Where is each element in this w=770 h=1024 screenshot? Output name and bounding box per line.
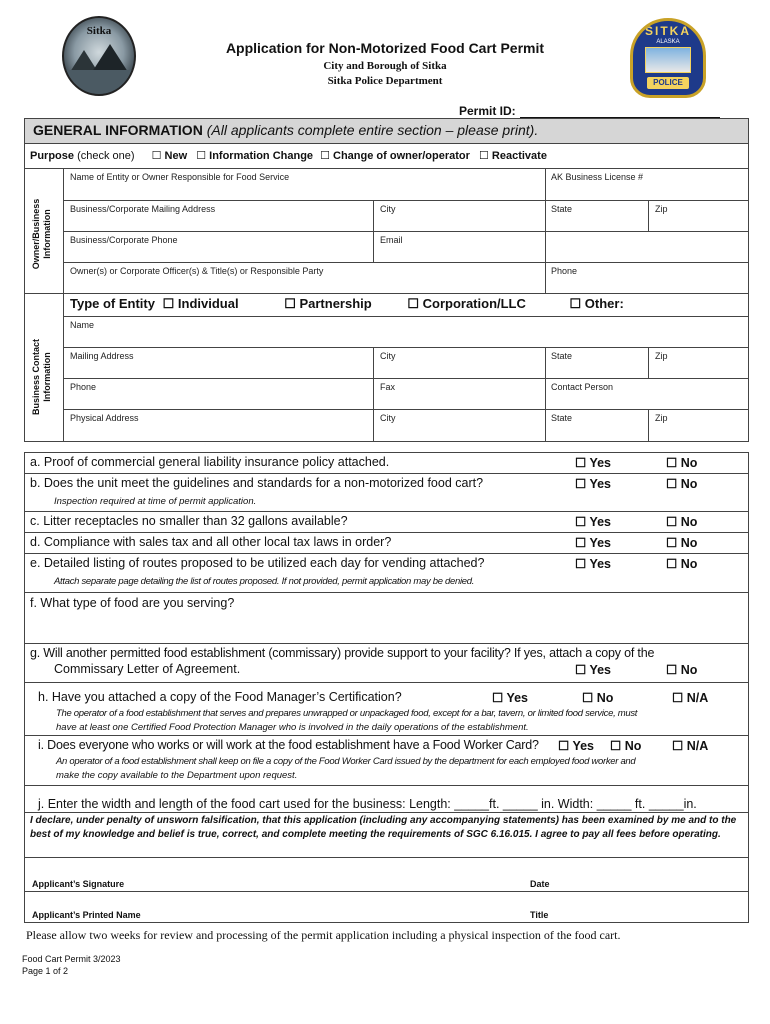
purpose-change-owner-checkbox[interactable]: ☐ Change of owner/operator bbox=[320, 150, 470, 162]
question-h: h. Have you attached a copy of the Food Manager’s Certification? bbox=[38, 690, 402, 704]
form-title: Application for Non-Motorized Food Cart Permit bbox=[225, 40, 545, 56]
question-d: d. Compliance with sales tax and all other local tax laws in order? bbox=[30, 535, 392, 549]
question-h-na-checkbox[interactable]: ☐ N/A bbox=[672, 691, 709, 705]
question-i-na-checkbox[interactable]: ☐ N/A bbox=[672, 739, 709, 753]
badge-top-text: SITKA bbox=[645, 24, 691, 38]
gi-bold: GENERAL INFORMATION bbox=[33, 122, 203, 138]
entity-partnership-checkbox[interactable]: ☐ Partnership bbox=[284, 296, 372, 311]
contact-mailing-field[interactable]: Mailing Address bbox=[70, 351, 134, 361]
question-j: j. Enter the width and length of the food cart used for the business: Length: _____ft. _____ in. Width: _____ ft. _____in. bbox=[38, 797, 697, 811]
subtitle-department: Sitka Police Department bbox=[327, 75, 443, 87]
question-g: g. Will another permitted food establishment (commissary) provide support to your facility? If yes, attach a copy of the bbox=[30, 646, 655, 660]
title-label: Title bbox=[530, 910, 549, 920]
business-city-field[interactable]: City bbox=[380, 204, 396, 214]
declaration-text: I declare, under penalty of unsworn falsification, that this application (including any accompanying statements) has been examined by me and to the best of my knowledge and belief is true, correct, and complete meeting the requirements of SGC 6.16.015. I agree to pay all fees before operating. bbox=[30, 815, 737, 840]
question-a-no-checkbox[interactable]: ☐ No bbox=[666, 456, 698, 470]
officers-field[interactable]: Owner(s) or Corporate Officer(s) & Title(s) or Responsible Party bbox=[70, 266, 324, 276]
food-type-input[interactable] bbox=[60, 614, 740, 640]
question-e-no-checkbox[interactable]: ☐ No bbox=[666, 557, 698, 571]
question-g-no-checkbox[interactable]: ☐ No bbox=[666, 663, 698, 677]
purpose-row bbox=[30, 149, 547, 162]
question-f: f. What type of food are you serving? bbox=[30, 596, 235, 610]
question-i-note-2: make the copy available to the Department upon request. bbox=[56, 770, 298, 781]
contact-fax-field[interactable]: Fax bbox=[380, 382, 396, 392]
entity-name-field[interactable]: Name of Entity or Owner Responsible for Food Service bbox=[70, 172, 290, 182]
question-i: i. Does everyone who works or will work at the food establishment have a Food Worker Card? bbox=[38, 738, 539, 752]
permit-id-field[interactable] bbox=[459, 104, 720, 118]
contact-name-field[interactable]: Name bbox=[70, 320, 95, 330]
title-input[interactable] bbox=[565, 897, 740, 921]
question-g-yes-checkbox[interactable]: ☐ Yes bbox=[575, 663, 612, 677]
contact-section-label: Business Contact Information bbox=[31, 338, 52, 416]
question-b: b. Does the unit meet the guidelines and standards for a non-motorized food cart? bbox=[30, 476, 484, 490]
applicant-signature-label: Applicant’s Signature bbox=[32, 879, 125, 889]
physical-state-field[interactable]: State bbox=[551, 413, 573, 423]
question-e-note: Attach separate page detailing the list of routes proposed. If not provided, permit application may be denied. bbox=[54, 576, 475, 587]
question-a: a. Proof of commercial general liability insurance policy attached. bbox=[30, 455, 390, 469]
question-c-no-checkbox[interactable]: ☐ No bbox=[666, 515, 698, 529]
contact-zip-field[interactable]: Zip bbox=[655, 351, 668, 361]
question-i-no-checkbox[interactable]: ☐ No bbox=[610, 739, 642, 753]
question-c: c. Litter receptacles no smaller than 32 gallons available? bbox=[30, 514, 348, 528]
business-state-field[interactable]: State bbox=[551, 204, 573, 214]
badge-sub-text: ALASKA bbox=[656, 39, 680, 45]
gi-italic: (All applicants complete entire section – please print). bbox=[202, 122, 539, 138]
business-zip-field[interactable]: Zip bbox=[655, 204, 668, 214]
question-c-yes-checkbox[interactable]: ☐ Yes bbox=[575, 515, 612, 529]
subtitle-city: City and Borough of Sitka bbox=[323, 60, 447, 72]
ak-license-field[interactable]: AK Business License # bbox=[551, 172, 644, 182]
purpose-new-checkbox[interactable]: ☐ New bbox=[151, 150, 188, 162]
seal-text: Sitka bbox=[86, 25, 112, 37]
page-number: Page 1 of 2 bbox=[22, 966, 69, 976]
signature-input[interactable] bbox=[180, 866, 510, 890]
question-h-note-1: The operator of a food establishment that serves and prepares unwrapped or unpackaged food, except for a bar, tavern, or limited food service, must bbox=[56, 708, 638, 719]
date-input[interactable] bbox=[565, 866, 740, 890]
question-d-no-checkbox[interactable]: ☐ No bbox=[666, 536, 698, 550]
question-h-yes-checkbox[interactable]: ☐ Yes bbox=[492, 691, 529, 705]
applicant-printed-name-label: Applicant’s Printed Name bbox=[32, 910, 141, 920]
question-b-note: Inspection required at time of permit application. bbox=[54, 496, 257, 507]
physical-zip-field[interactable]: Zip bbox=[655, 413, 668, 423]
question-a-yes-checkbox[interactable]: ☐ Yes bbox=[575, 456, 612, 470]
question-h-note-2: have at least one Certified Food Protection Manager who is involved in the daily operations of the establishment. bbox=[56, 722, 529, 733]
purpose-info-change-checkbox[interactable]: ☐ Information Change bbox=[196, 150, 314, 162]
printed-name-input[interactable] bbox=[180, 897, 510, 921]
entity-type-label: Type of Entity bbox=[70, 296, 155, 311]
physical-city-field[interactable]: City bbox=[380, 413, 396, 423]
entity-other-checkbox[interactable]: ☐ Other: bbox=[569, 296, 624, 311]
purpose-hint: (check one) bbox=[74, 150, 135, 162]
contact-person-field[interactable]: Contact Person bbox=[551, 382, 614, 392]
entity-corporation-checkbox[interactable]: ☐ Corporation/LLC bbox=[407, 296, 526, 311]
question-e-yes-checkbox[interactable]: ☐ Yes bbox=[575, 557, 612, 571]
question-b-yes-checkbox[interactable]: ☐ Yes bbox=[575, 477, 612, 491]
contact-phone-field[interactable]: Phone bbox=[70, 382, 97, 392]
permit-id-label: Permit ID: bbox=[459, 104, 516, 118]
contact-state-field[interactable]: State bbox=[551, 351, 573, 361]
question-g-line2: Commissary Letter of Agreement. bbox=[54, 662, 241, 676]
question-e: e. Detailed listing of routes proposed to be utilized each day for vending attached? bbox=[30, 556, 485, 570]
business-email-field[interactable]: Email bbox=[380, 235, 403, 245]
officers-phone-field[interactable]: Phone bbox=[551, 266, 578, 276]
business-phone-field[interactable]: Business/Corporate Phone bbox=[70, 235, 178, 245]
question-b-no-checkbox[interactable]: ☐ No bbox=[666, 477, 698, 491]
contact-city-field[interactable]: City bbox=[380, 351, 396, 361]
review-note: Please allow two weeks for review and processing of the permit application including a physical inspection of the food cart. bbox=[26, 928, 621, 942]
purpose-label: Purpose bbox=[30, 150, 75, 162]
question-i-yes-checkbox[interactable]: ☐ Yes bbox=[558, 739, 595, 753]
question-i-note-1: An operator of a food establishment shall keep on file a copy of the Food Worker Card issued by the department for each employed food worker and bbox=[56, 756, 636, 767]
owner-section-label: Owner/Business Information bbox=[31, 198, 52, 270]
purpose-reactivate-checkbox[interactable]: ☐ Reactivate bbox=[478, 150, 547, 162]
question-d-yes-checkbox[interactable]: ☐ Yes bbox=[575, 536, 612, 550]
physical-address-field[interactable]: Physical Address bbox=[70, 413, 139, 423]
date-label: Date bbox=[530, 879, 550, 889]
business-mailing-field[interactable]: Business/Corporate Mailing Address bbox=[70, 204, 216, 214]
question-h-no-checkbox[interactable]: ☐ No bbox=[582, 691, 614, 705]
form-version: Food Cart Permit 3/2023 bbox=[22, 954, 121, 964]
general-information-header bbox=[24, 118, 749, 144]
entity-individual-checkbox[interactable]: ☐ Individual bbox=[162, 296, 239, 311]
badge-bottom-text: POLICE bbox=[647, 77, 689, 89]
entity-type-row bbox=[70, 296, 624, 312]
